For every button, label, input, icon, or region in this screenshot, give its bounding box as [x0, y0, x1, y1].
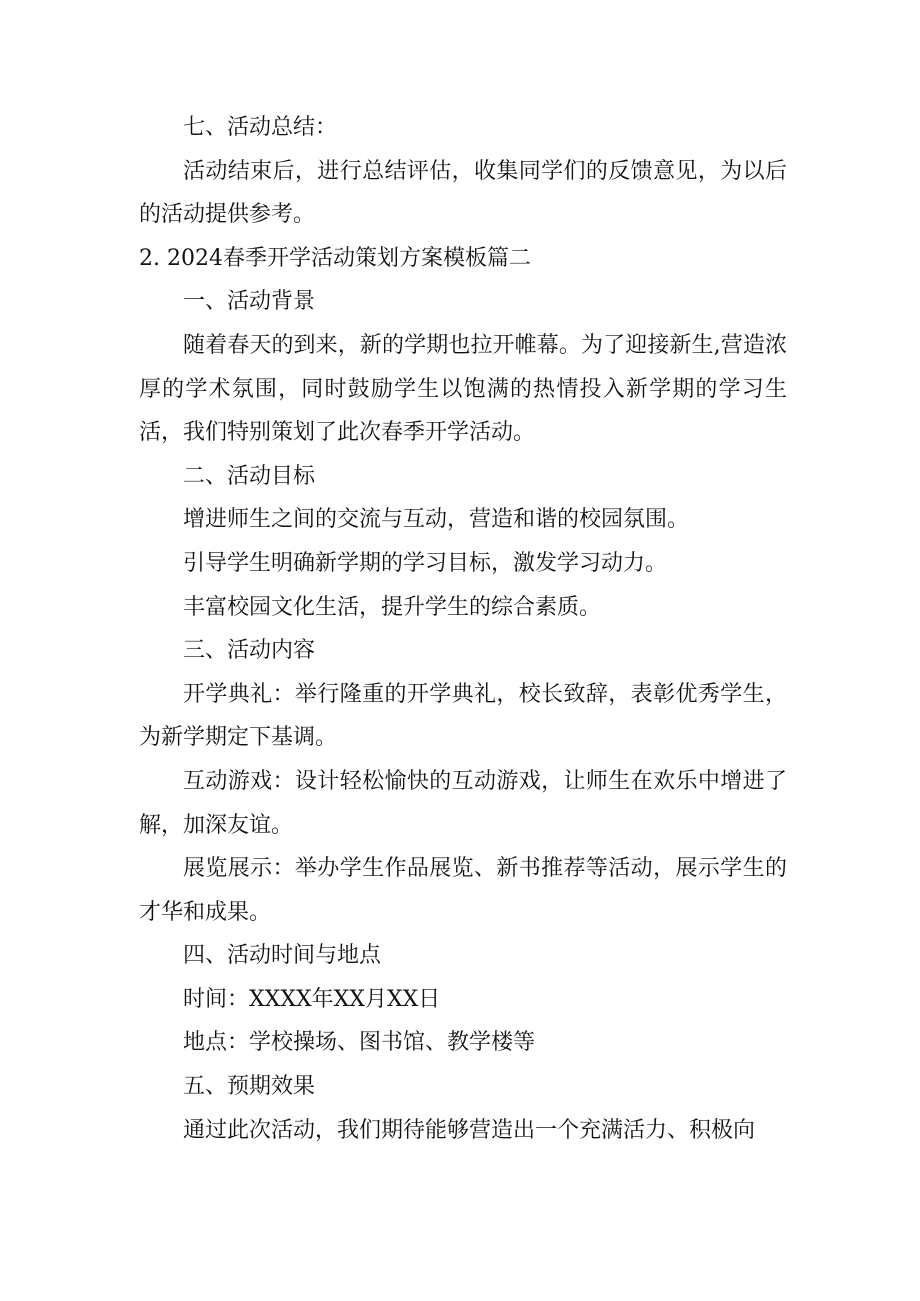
paragraph-place: 地点：学校操场、图书馆、教学楼等: [183, 1030, 536, 1056]
paragraph-summary: 活动结束后，进行总结评估，收集同学们的反馈意见，为以后的活动提供参考。: [139, 158, 787, 228]
section-heading-content: 三、活动内容: [183, 638, 316, 664]
section-heading-background: 一、活动背景: [183, 289, 316, 315]
paragraph-ceremony: 开学典礼：举行隆重的开学典礼，校长致辞，表彰优秀学生，为新学期定下基调。: [139, 681, 787, 751]
section-heading-expected-effect: 五、预期效果: [183, 1074, 316, 1100]
paragraph-background: 随着春天的到来，新的学期也拉开帷幕。为了迎接新生,营造浓厚的学术氛围，同时鼓励学生以饱满的热情投入新学期的学习生活，我们特别策划了此次春季开学活动。: [139, 332, 787, 446]
paragraph-expected-effect: 通过此次活动，我们期待能够营造出一个充满活力、积极向: [183, 1117, 756, 1143]
paragraph-goal-2: 引导学生明确新学期的学习目标，激发学习动力。: [183, 550, 668, 576]
document-title: 2. 2024春季开学活动策划方案模板篇二: [139, 245, 531, 271]
paragraph-exhibition: 展览展示：举办学生作品展览、新书推荐等活动，展示学生的才华和成果。: [139, 856, 787, 925]
paragraph-games: 互动游戏：设计轻松愉快的互动游戏，让师生在欢乐中增进了解，加深友谊。: [139, 768, 787, 838]
section-heading-summary: 七、活动总结：: [183, 115, 338, 140]
paragraph-time: 时间：XXXX年XX月XX日: [183, 986, 441, 1012]
paragraph-goal-3: 丰富校园文化生活，提升学生的综合素质。: [183, 594, 602, 620]
paragraph-goal-1: 增进师生之间的交流与互动，营造和谐的校园氛围。: [183, 507, 690, 533]
document-body: [139, 106, 787, 1152]
section-heading-goals: 二、活动目标: [183, 463, 316, 489]
section-heading-time-place: 四、活动时间与地点: [183, 943, 382, 969]
